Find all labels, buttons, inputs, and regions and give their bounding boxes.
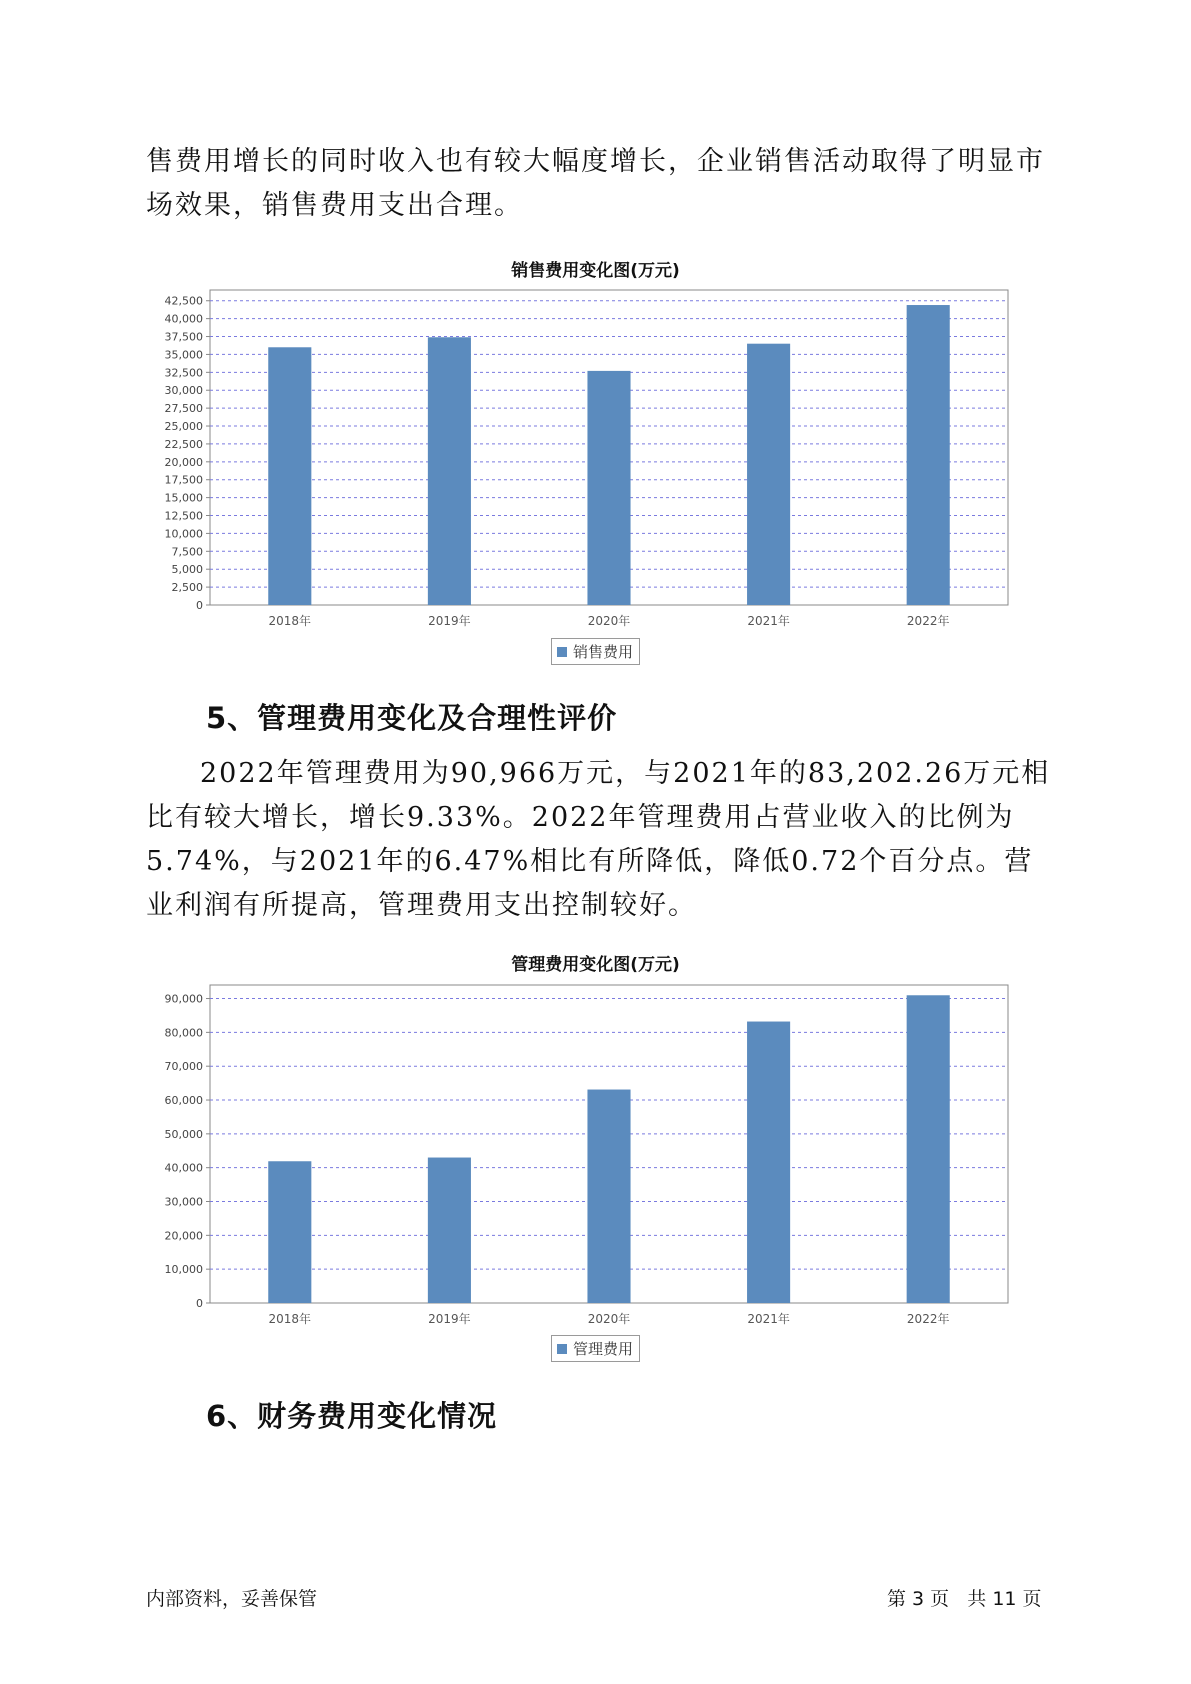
x-tick-label: 2019年 [428,1312,471,1326]
bar-2019年 [428,337,471,605]
legend-swatch-admin [557,1344,567,1354]
y-tick-label: 20,000 [164,455,203,469]
y-tick-label: 40,000 [164,1161,203,1175]
y-tick-label: 70,000 [164,1060,203,1074]
section5-paragraph: 2022年管理费用为90,966万元，与2021年的83,202.26万元相比有较大增长，增长9.33%。2022年管理费用占营业收入的比例为5.74%，与2021年的6.47%相比有所降低，降低0.72个百分点。营业利润有所提高，管理费用支出控制较好。 [146,758,1051,921]
y-tick-label: 0 [196,1297,203,1310]
intro-paragraph: 售费用增长的同时收入也有较大幅度增长，企业销售活动取得了明显市场效果，销售费用支出合理。 [146,146,1045,221]
y-tick-label: 12,500 [164,509,203,523]
section5-heading: 5、管理费用变化及合理性评价 [206,701,618,735]
y-tick-label: 80,000 [164,1026,203,1040]
y-tick-label: 15,000 [164,491,203,505]
bar-2019年 [428,1158,471,1303]
legend-label-admin: 管理费用 [572,1340,633,1358]
legend-label-sales: 销售费用 [572,643,633,661]
y-tick-label: 42,500 [164,294,203,308]
x-tick-label: 2020年 [587,614,631,628]
legend-item-sales [551,638,640,665]
legend-item-admin [551,1335,640,1362]
y-tick-label: 40,000 [164,312,203,326]
section6-heading: 6、财务费用变化情况 [206,1399,498,1433]
y-tick-label: 25,000 [164,420,203,434]
y-tick-label: 20,000 [164,1229,203,1243]
y-tick-label: 22,500 [164,437,203,451]
y-tick-label: 27,500 [164,402,203,416]
y-tick-label: 7,500 [171,545,203,559]
admin-expense-bar-chart [150,985,1010,1328]
y-tick-label: 37,500 [164,330,203,344]
bar-2018年 [268,1161,311,1303]
sales-expense-bar-chart [150,290,1010,630]
footer-confidential-note: 内部资料，妥善保管 [146,1588,318,1610]
bar-2021年 [747,344,790,605]
sales-chart-title: 销售费用变化图(万元) [511,261,680,281]
bar-2020年 [587,1090,630,1303]
y-tick-label: 60,000 [164,1094,203,1108]
bar-2018年 [268,347,311,605]
y-tick-label: 10,000 [164,527,203,541]
y-tick-label: 30,000 [164,1195,203,1209]
y-tick-label: 32,500 [164,366,203,380]
x-tick-label: 2020年 [587,1312,631,1326]
y-tick-label: 5,000 [171,563,203,577]
y-tick-label: 50,000 [164,1127,203,1141]
x-tick-label: 2018年 [268,614,312,628]
admin-chart-legend [0,1335,1191,1362]
y-tick-label: 17,500 [164,473,203,487]
y-tick-label: 2,500 [171,581,203,595]
y-tick-label: 30,000 [164,384,203,398]
y-tick-label: 10,000 [164,1263,203,1277]
y-tick-label: 0 [196,599,203,612]
admin-chart-title: 管理费用变化图(万元) [511,955,680,975]
bar-2022年 [907,305,950,605]
legend-swatch-sales [557,647,567,657]
footer-page-number: 第 3 页 共 11 页 [887,1588,1042,1610]
y-tick-label: 90,000 [164,992,203,1006]
y-tick-label: 35,000 [164,348,203,362]
bar-2022年 [907,995,950,1303]
x-tick-label: 2021年 [747,1312,790,1326]
x-tick-label: 2022年 [906,1312,950,1326]
bar-2021年 [747,1022,790,1303]
x-tick-label: 2018年 [268,1312,312,1326]
x-tick-label: 2019年 [428,614,471,628]
x-tick-label: 2022年 [906,614,950,628]
bar-2020年 [587,371,630,605]
sales-chart-legend [0,638,1191,665]
x-tick-label: 2021年 [747,614,790,628]
